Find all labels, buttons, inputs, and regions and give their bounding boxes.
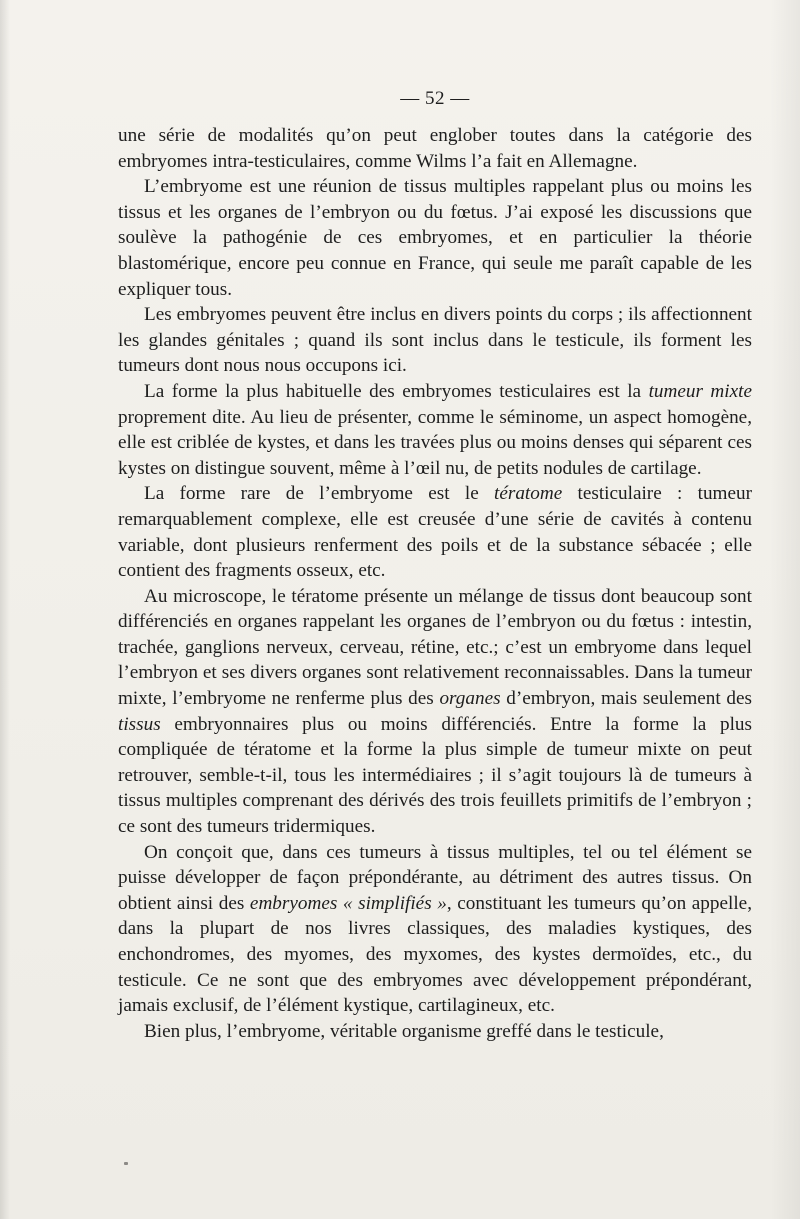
- paragraph: [118, 174, 752, 302]
- text-run: , constituant les tumeurs qu’on appelle, dans la plupart de nos livres classiques, des maladies kystiques, des enchondromes, des myomes, des myxomes, des kystes dermoïdes, etc., du testicule. Ce ne sont que des embryomes avec développement prépondérant, jamais exclusif, de l’élément kystique, cartilagineux, etc.: [118, 892, 752, 1017]
- italic-term: tumeur mixte: [648, 380, 752, 402]
- page-number: — 52 —: [400, 88, 470, 109]
- print-speck: [124, 1162, 128, 1165]
- paragraph: [118, 379, 752, 481]
- paragraph: [118, 584, 752, 840]
- text-run: La forme la plus habituelle des embryomes testiculaires est la: [144, 380, 649, 402]
- paragraph: [118, 481, 752, 583]
- italic-term: tératome: [494, 483, 563, 505]
- text-run: proprement dite. Au lieu de présenter, comme le séminome, un aspect homogène, elle est criblée de kystes, et dans les travées plus ou moins denses qui séparent ces kystes on distingue souvent, même à l’œil nu, de petits nodules de cartilage.: [118, 406, 752, 479]
- text-run: L’embryome est une réunion de tissus multiples rappelant plus ou moins les tissus et les organes de l’embryon ou du fœtus. J’ai exposé les discussions que soulève la pathogénie de ces embryomes, et en particulier la théorie blastomérique, encore peu connue en France, qui seule me paraît capable de les expliquer tous.: [118, 176, 752, 300]
- text-run: Les embryomes peuvent être inclus en divers points du corps ; ils affectionnent les glandes génitales ; quand ils sont inclus dans le testicule, ils forment les tumeurs dont nous nous occupons ici.: [118, 304, 752, 377]
- paragraph: [118, 302, 752, 379]
- text-run: On conçoit que, dans ces tumeurs à tissus multiples, tel ou tel élément se puisse développer de façon prépondérante, au détriment des autres tissus. On obtient ainsi des: [118, 841, 752, 914]
- page-gutter-shadow: [0, 0, 10, 1219]
- body-text: [118, 123, 752, 1044]
- text-run: embryonnaires plus ou moins différenciés. Entre la forme la plus compliquée de tératome et la forme la plus simple de tumeur mixte on peut retrouver, semble-t-il, tous les intermédiaires ; il s’agit toujours là de tumeurs à tissus multiples comprenant des dérivés des trois feuillets primitifs de l’embryon ; ce sont des tumeurs tridermiques.: [118, 713, 752, 838]
- italic-term: organes: [439, 688, 501, 710]
- text-run: une série de modalités qu’on peut englober toutes dans la catégorie des embryomes intra-testiculaires, comme Wilms l’a fait en Allemagne.: [118, 125, 752, 172]
- text-run: Au microscope, le tératome présente un mélange de tissus dont beaucoup sont différenciés en organes rappelant les organes de l’embryon ou du fœtus : intestin, trachée, ganglions nerveux, cerveau, rétine, etc.; c’est un embryome dans lequel l’embryon et ses divers organes sont relativement reconnaissables. Dans la tumeur mixte, l’embryome ne renferme plus des: [118, 585, 752, 710]
- italic-term: tissus: [118, 713, 161, 735]
- paragraph: [118, 123, 752, 174]
- page-edge-shadow: [770, 0, 800, 1219]
- text-run: testiculaire : tumeur remarquablement complexe, elle est creusée d’une série de cavités à contenu variable, dont plusieurs renferment des poils et de la substance sébacée ; elle contient des fragments osseux, etc.: [118, 483, 752, 582]
- text-run: La forme rare de l’embryome est le: [144, 483, 495, 505]
- text-run: Bien plus, l’embryome, véritable organisme greffé dans le testicule,: [144, 1020, 664, 1042]
- italic-term: embryomes « simplifiés »: [249, 892, 447, 914]
- text-run: d’embryon, mais seulement des: [500, 688, 752, 710]
- paragraph: [118, 840, 752, 1019]
- paragraph: [118, 1019, 752, 1045]
